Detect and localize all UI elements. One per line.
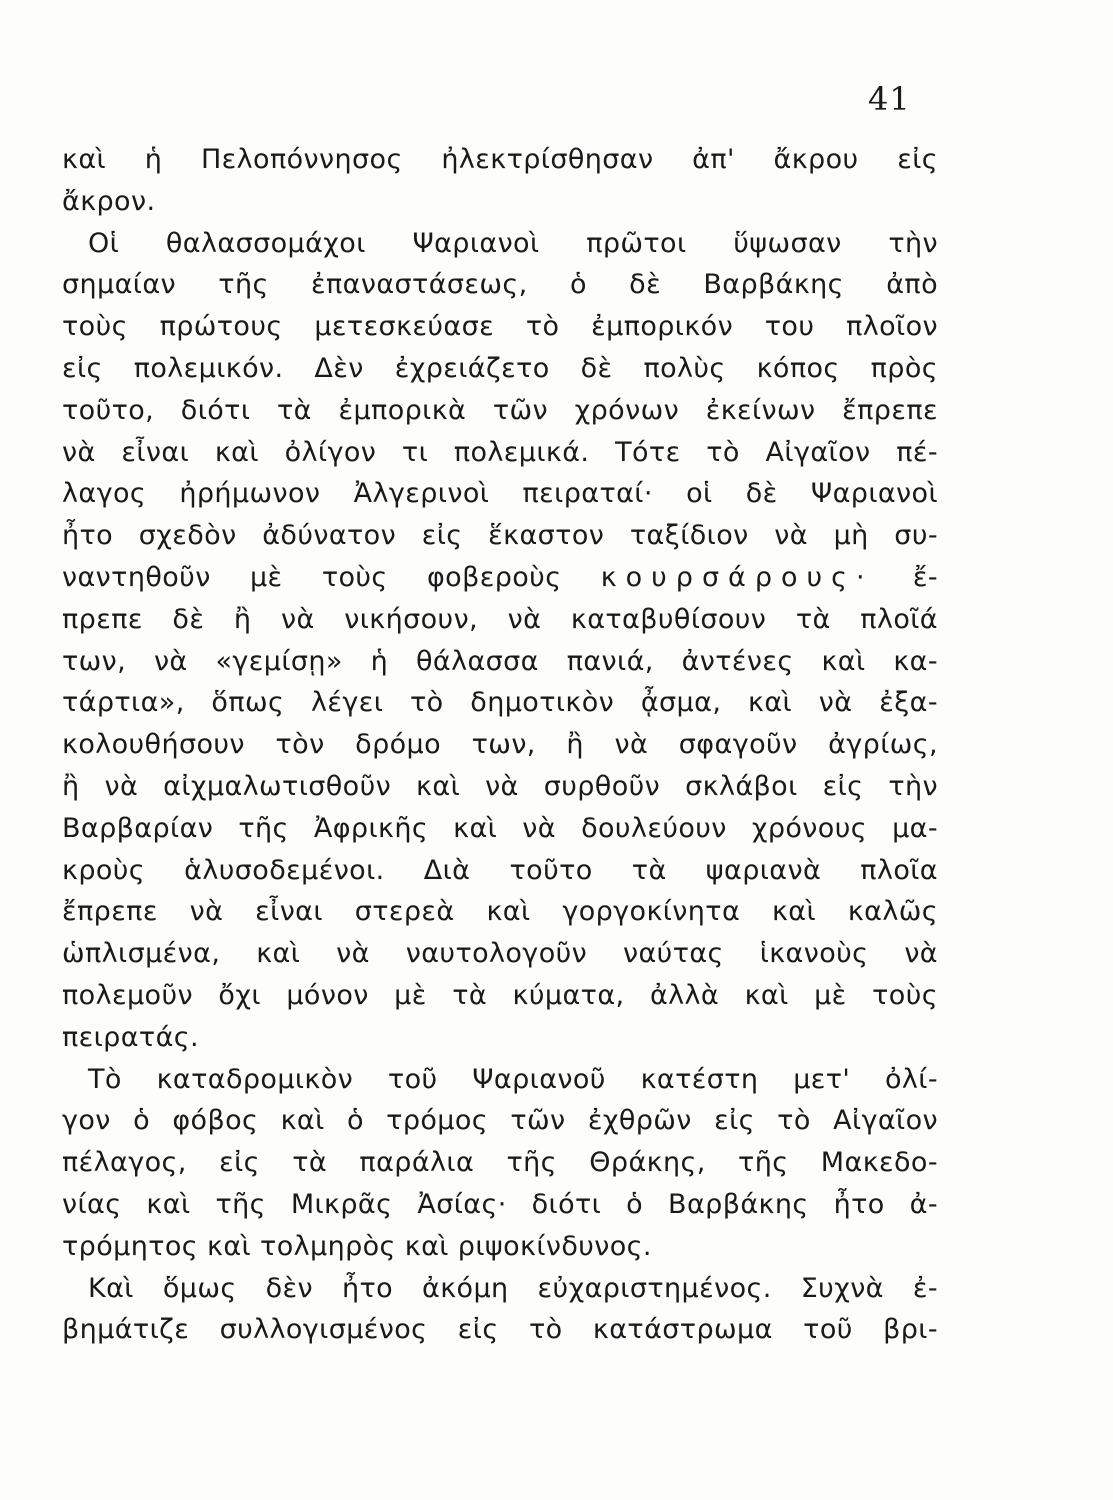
text-line: πολεμοῦν ὄχι μόνον μὲ τὰ κύματα, ἀλλὰ καὶ μὲ τοὺς bbox=[62, 979, 938, 1011]
text-line: κροὺς ἁλυσοδεμένοι. Διὰ τοῦτο τὰ ψαριανὰ πλοῖα bbox=[62, 854, 938, 886]
text-line-start: ναντηθοῦν μὲ τοὺς φοβεροὺς bbox=[62, 561, 562, 593]
text-line: των, νὰ «γεμίσῃ» ἡ θάλασσα πανιά, ἀντένες καὶ κα- bbox=[62, 645, 938, 677]
text-line-end: ἔ- bbox=[912, 561, 938, 593]
text-line: ὡπλισμένα, καὶ νὰ ναυτολογοῦν ναύτας ἱκανοὺς νὰ bbox=[62, 938, 938, 970]
page-number: 41 bbox=[868, 80, 911, 118]
text-line: ἄκρον. bbox=[62, 185, 156, 217]
text-line: γον ὁ φόβος καὶ ὁ τρόμος τῶν ἐχθρῶν εἰς τὸ Αἰγαῖον bbox=[62, 1105, 938, 1137]
text-line: ἔπρεπε νὰ εἶναι στερεὰ καὶ γοργοκίνητα καὶ καλῶς bbox=[62, 896, 938, 928]
text-line: σημαίαν τῆς ἐπαναστάσεως, ὁ δὲ Βαρβάκης ἀπὸ bbox=[62, 269, 938, 301]
text-line: νὰ εἶναι καὶ ὀλίγον τι πολεμικά. Τότε τὸ Αἰγαῖον πέ- bbox=[62, 436, 938, 468]
text-line: τοὺς πρώτους μετεσκεύασε τὸ ἐμπορικόν του πλοῖον bbox=[62, 311, 938, 343]
text-line: εἰς πολεμικόν. Δὲν ἐχρειάζετο δὲ πολὺς κόπος πρὸς bbox=[62, 352, 938, 384]
text-line: καὶ ἡ Πελοπόννησος ἠλεκτρίσθησαν ἀπ' ἄκρου εἰς bbox=[62, 144, 938, 175]
text-line: τάρτια», ὅπως λέγει τὸ δημοτικὸν ᾆσμα, καὶ νὰ ἐξα- bbox=[62, 687, 938, 719]
text-line: ἢ νὰ αἰχμαλωτισθοῦν καὶ νὰ συρθοῦν σκλάβοι εἰς τὴν bbox=[62, 770, 938, 802]
text-line: Καὶ ὅμως δὲν ἦτο ἀκόμη εὐχαριστημένος. Συχνὰ ἐ- bbox=[88, 1272, 938, 1304]
text-line: Οἱ θαλασσομάχοι Ψαριανοὶ πρῶτοι ὕψωσαν τὴν bbox=[88, 227, 938, 259]
text-line: πρεπε δὲ ἢ νὰ νικήσουν, νὰ καταβυθίσουν τὰ πλοῖά bbox=[62, 603, 938, 635]
spaced-word: κουρσάρους· bbox=[600, 561, 874, 593]
text-line: Τὸ καταδρομικὸν τοῦ Ψαριανοῦ κατέστη μετ' ὀλί- bbox=[88, 1063, 938, 1095]
text-line: νίας καὶ τῆς Μικρᾶς Ἀσίας· διότι ὁ Βαρβάκης ἦτο ἀ- bbox=[62, 1188, 938, 1220]
text-line: κολουθήσουν τὸν δρόμο των, ἢ νὰ σφαγοῦν ἀγρίως, bbox=[62, 729, 938, 761]
text-line: τρόμητος καὶ τολμηρὸς καὶ ριψοκίνδυνος. bbox=[62, 1230, 652, 1262]
body-text bbox=[62, 139, 938, 1351]
text-line-with-spaced-word bbox=[62, 557, 938, 599]
text-line: Βαρβαρίαν τῆς Ἀφρικῆς καὶ νὰ δουλεύουν χρόνους μα- bbox=[62, 812, 938, 844]
text-line: λαγος ἠρήμωνον Ἀλγερινοὶ πειραταί· οἱ δὲ Ψαριανοὶ bbox=[62, 478, 938, 510]
text-line: πέλαγος, εἰς τὰ παράλια τῆς Θράκης, τῆς Μακεδο- bbox=[62, 1147, 938, 1179]
text-line: ἦτο σχεδὸν ἀδύνατον εἰς ἕκαστον ταξίδιον νὰ μὴ συ- bbox=[62, 520, 938, 552]
text-line: βημάτιζε συλλογισμένος εἰς τὸ κατάστρωμα τοῦ βρι- bbox=[62, 1314, 938, 1346]
text-line: τοῦτο, διότι τὰ ἐμπορικὰ τῶν χρόνων ἐκείνων ἔπρεπε bbox=[62, 394, 938, 426]
text-line: πειρατάς. bbox=[62, 1021, 200, 1053]
